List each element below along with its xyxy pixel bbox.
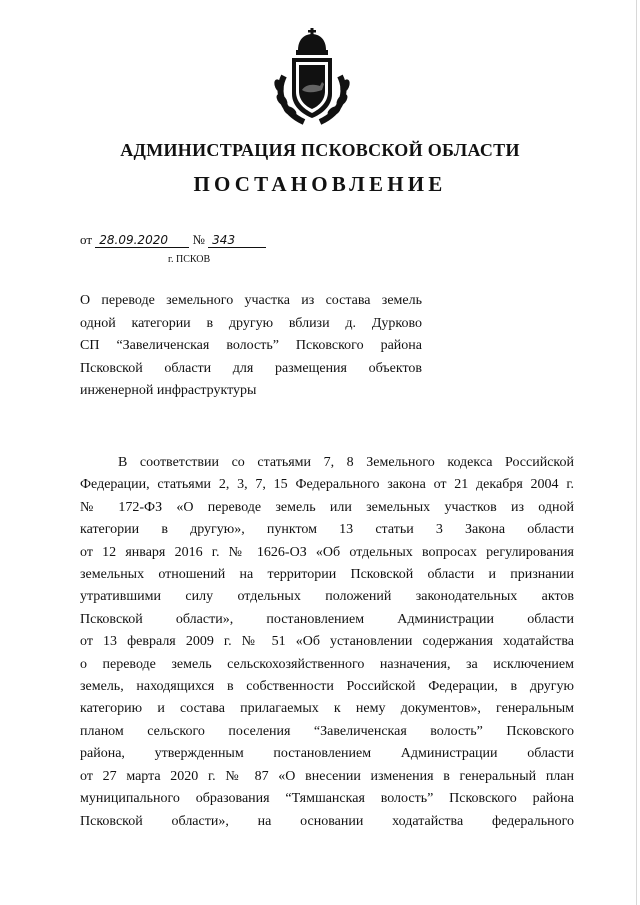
organization-title: АДМИНИСТРАЦИЯ ПСКОВСКОЙ ОБЛАСТИ [120, 140, 520, 160]
document-number: 343 [208, 234, 266, 248]
document-date: 28.09.2020 [95, 234, 189, 248]
body-line: от 12 января 2016 г. № 1626-ОЗ «Об отдельных вопросах регулирования [80, 544, 574, 560]
body-line: земель, находящихся в собственности Российской Федерации, в другую [80, 679, 574, 695]
body-line: Псковской области», на основании ходатайства федерального [80, 813, 574, 829]
scan-edge [636, 0, 637, 905]
body-line: № 172-ФЗ «О переводе земель или земельных участков из одной [80, 499, 574, 515]
subject-line: СП “Завеличенская волость” Псковского района [80, 338, 422, 354]
city-label: г. ПСКОВ [168, 254, 211, 265]
body-line: от 27 марта 2020 г. № 87 «О внесении изменения в генеральный план [80, 768, 574, 784]
body-line: района, утвержденным постановлением Администрации области [80, 746, 574, 762]
body-line: от 13 февраля 2009 г. № 51 «Об установлении содержания ходатайства [80, 634, 574, 650]
body-line: земельных отношений на территории Псковской области и признании [80, 567, 574, 583]
number-prefix: № [192, 232, 205, 247]
body-line: Псковской области», постановлением Администрации области [80, 611, 574, 627]
body-line: муниципального образования “Тямшанская волость” Псковского района [80, 791, 574, 807]
document-body [80, 452, 574, 833]
body-line: о переводе земель сельскохозяйственного назначения, за исключением [80, 656, 574, 672]
document-subject [80, 290, 422, 403]
body-line: планом сельского поселения “Завеличенская волость” Псковского [80, 723, 574, 739]
body-line: категории в другую», пунктом 13 статьи 3 Закона области [80, 522, 574, 538]
document-type: ПОСТАНОВЛЕНИЕ [193, 172, 447, 196]
body-line: утратившими силу отдельных положений законодательных актов [80, 589, 574, 605]
body-line: категорию и состава прилагаемых к нему документов», генеральным [80, 701, 574, 717]
coat-of-arms-icon [262, 28, 362, 128]
date-prefix: от [80, 232, 93, 247]
subject-line: О переводе земельного участка из состава земель [80, 293, 422, 308]
body-line: В соответствии со статьями 7, 8 Земельного кодекса Российской [118, 455, 574, 470]
body-line: Федерации, статьями 2, 3, 7, 15 Федерального закона от 21 декабря 2004 г. [80, 477, 574, 493]
date-number-line [80, 232, 266, 248]
subject-line: одной категории в другую вблизи д. Дурково [80, 315, 422, 331]
subject-line: инженерной инфраструктуры [80, 383, 257, 399]
subject-line: Псковской области для размещения объектов [80, 360, 422, 376]
